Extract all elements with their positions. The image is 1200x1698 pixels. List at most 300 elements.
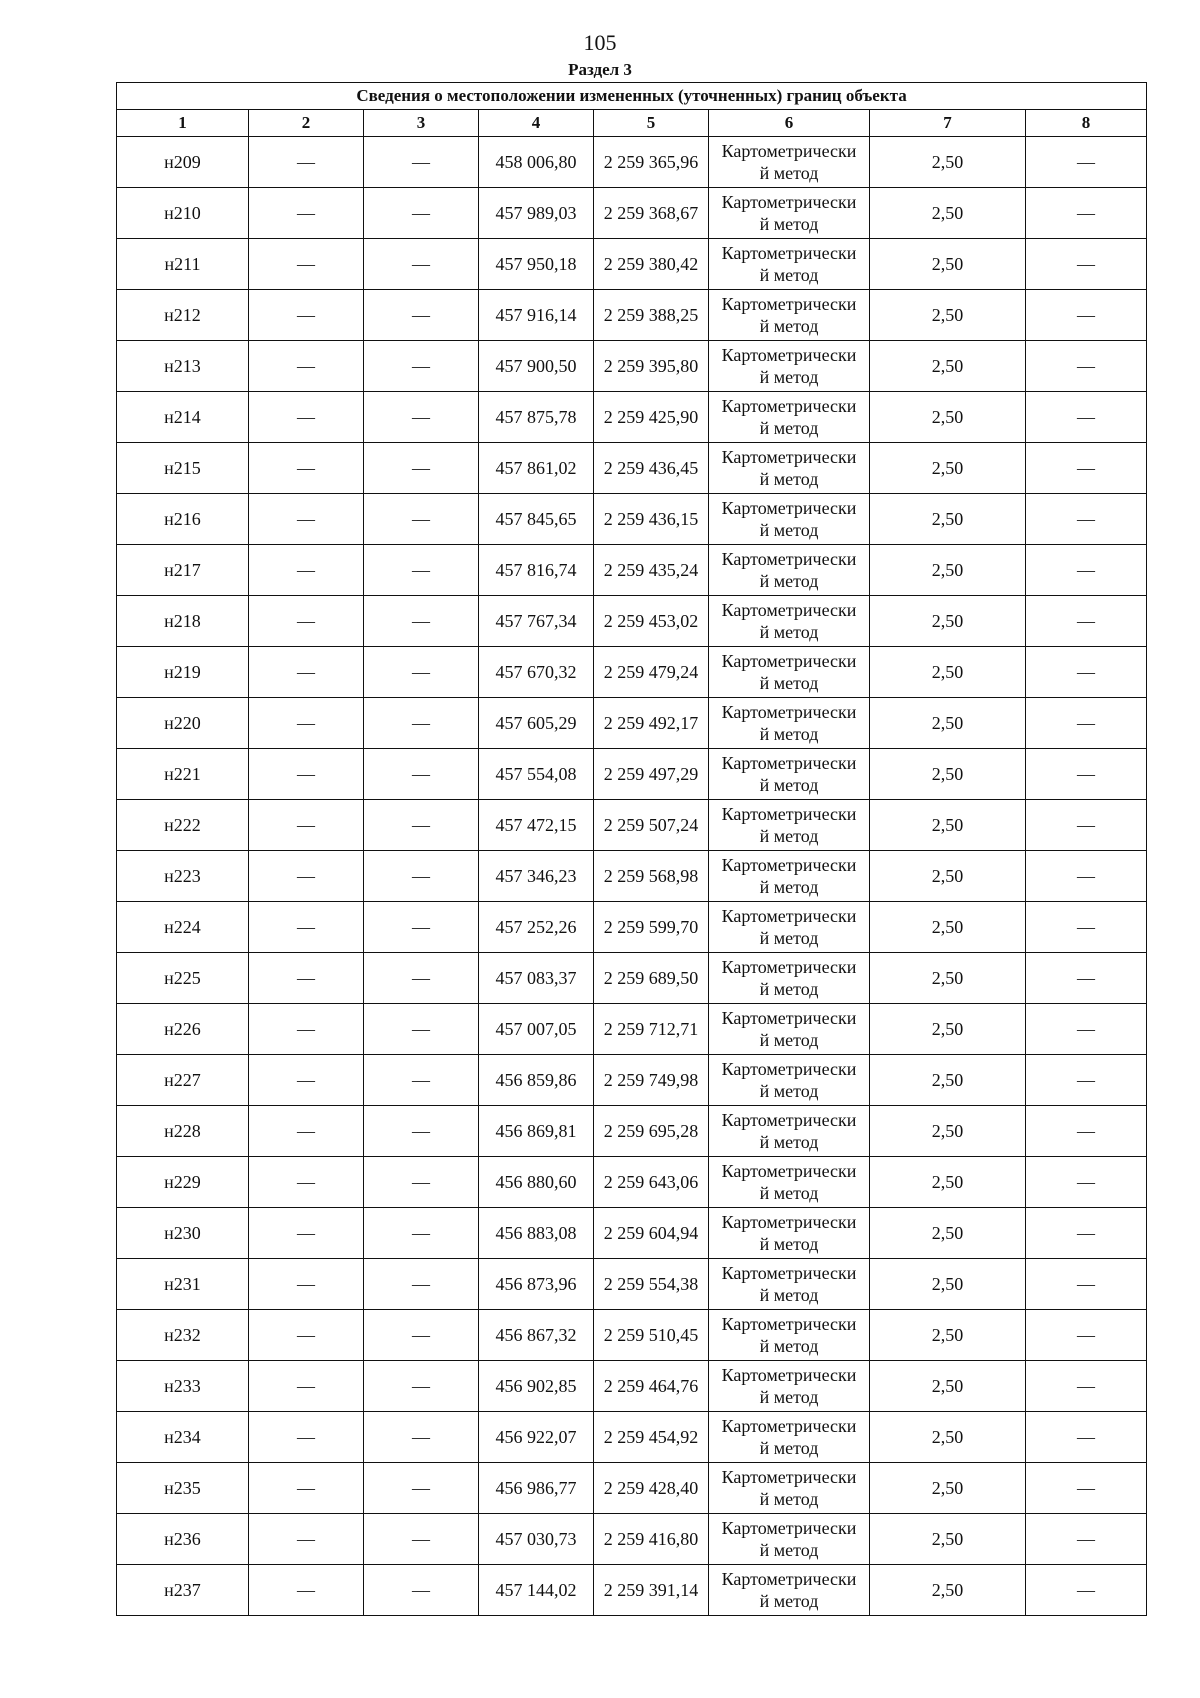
dash-cell: — bbox=[249, 1106, 364, 1157]
dash-cell: — bbox=[249, 800, 364, 851]
method-line-2: й метод bbox=[759, 520, 819, 540]
method-line-2: й метод bbox=[759, 1591, 819, 1611]
dash-cell: — bbox=[249, 1208, 364, 1259]
point-name-cell: н226 bbox=[117, 1004, 249, 1055]
y-coordinate-cell: 2 259 689,50 bbox=[594, 953, 709, 1004]
column-header: 4 bbox=[479, 110, 594, 137]
method-cell bbox=[709, 1361, 870, 1412]
point-name-cell: н228 bbox=[117, 1106, 249, 1157]
dash-cell: — bbox=[1026, 800, 1147, 851]
column-header: 3 bbox=[364, 110, 479, 137]
method-line-1: Картометрически bbox=[721, 549, 857, 569]
point-name-cell: н234 bbox=[117, 1412, 249, 1463]
dash-cell: — bbox=[249, 1565, 364, 1616]
dash-cell: — bbox=[1026, 1361, 1147, 1412]
method-line-1: Картометрически bbox=[721, 651, 857, 671]
method-cell bbox=[709, 596, 870, 647]
dash-cell: — bbox=[364, 647, 479, 698]
table-row bbox=[117, 749, 1147, 800]
method-cell bbox=[709, 1412, 870, 1463]
method-line-2: й метод bbox=[759, 979, 819, 999]
point-name-cell: н229 bbox=[117, 1157, 249, 1208]
x-coordinate-cell: 456 880,60 bbox=[479, 1157, 594, 1208]
dash-cell: — bbox=[249, 137, 364, 188]
table-row bbox=[117, 1157, 1147, 1208]
dash-cell: — bbox=[364, 545, 479, 596]
method-line-2: й метод bbox=[759, 826, 819, 846]
dash-cell: — bbox=[364, 1004, 479, 1055]
column-header: 8 bbox=[1026, 110, 1147, 137]
x-coordinate-cell: 456 883,08 bbox=[479, 1208, 594, 1259]
dash-cell: — bbox=[1026, 1004, 1147, 1055]
accuracy-cell: 2,50 bbox=[870, 1463, 1026, 1514]
y-coordinate-cell: 2 259 492,17 bbox=[594, 698, 709, 749]
table-row bbox=[117, 1514, 1147, 1565]
point-name-cell: н212 bbox=[117, 290, 249, 341]
table-row bbox=[117, 290, 1147, 341]
method-line-1: Картометрически bbox=[721, 753, 857, 773]
method-cell bbox=[709, 902, 870, 953]
accuracy-cell: 2,50 bbox=[870, 239, 1026, 290]
dash-cell: — bbox=[249, 1259, 364, 1310]
dash-cell: — bbox=[1026, 1463, 1147, 1514]
point-name-cell: н236 bbox=[117, 1514, 249, 1565]
method-line-1: Картометрически bbox=[721, 192, 857, 212]
dash-cell: — bbox=[1026, 545, 1147, 596]
dash-cell: — bbox=[364, 443, 479, 494]
dash-cell: — bbox=[364, 800, 479, 851]
point-name-cell: н231 bbox=[117, 1259, 249, 1310]
method-line-1: Картометрически bbox=[721, 243, 857, 263]
point-name-cell: н218 bbox=[117, 596, 249, 647]
accuracy-cell: 2,50 bbox=[870, 341, 1026, 392]
method-line-1: Картометрически bbox=[721, 1008, 857, 1028]
table-row bbox=[117, 1361, 1147, 1412]
table-row bbox=[117, 1412, 1147, 1463]
accuracy-cell: 2,50 bbox=[870, 647, 1026, 698]
accuracy-cell: 2,50 bbox=[870, 392, 1026, 443]
accuracy-cell: 2,50 bbox=[870, 443, 1026, 494]
method-line-2: й метод bbox=[759, 1387, 819, 1407]
method-line-2: й метод bbox=[759, 367, 819, 387]
dash-cell: — bbox=[364, 1361, 479, 1412]
method-cell bbox=[709, 698, 870, 749]
dash-cell: — bbox=[364, 494, 479, 545]
dash-cell: — bbox=[364, 953, 479, 1004]
table-body bbox=[117, 137, 1147, 1616]
y-coordinate-cell: 2 259 695,28 bbox=[594, 1106, 709, 1157]
table-row bbox=[117, 902, 1147, 953]
dash-cell: — bbox=[1026, 1310, 1147, 1361]
method-cell bbox=[709, 800, 870, 851]
x-coordinate-cell: 457 670,32 bbox=[479, 647, 594, 698]
dash-cell: — bbox=[364, 1157, 479, 1208]
dash-cell: — bbox=[364, 290, 479, 341]
table-row bbox=[117, 1565, 1147, 1616]
method-cell bbox=[709, 851, 870, 902]
accuracy-cell: 2,50 bbox=[870, 1106, 1026, 1157]
y-coordinate-cell: 2 259 380,42 bbox=[594, 239, 709, 290]
y-coordinate-cell: 2 259 643,06 bbox=[594, 1157, 709, 1208]
y-coordinate-cell: 2 259 497,29 bbox=[594, 749, 709, 800]
dash-cell: — bbox=[364, 698, 479, 749]
y-coordinate-cell: 2 259 436,15 bbox=[594, 494, 709, 545]
y-coordinate-cell: 2 259 435,24 bbox=[594, 545, 709, 596]
accuracy-cell: 2,50 bbox=[870, 545, 1026, 596]
method-line-2: й метод bbox=[759, 1234, 819, 1254]
method-line-2: й метод bbox=[759, 622, 819, 642]
x-coordinate-cell: 457 916,14 bbox=[479, 290, 594, 341]
x-coordinate-cell: 458 006,80 bbox=[479, 137, 594, 188]
x-coordinate-cell: 457 900,50 bbox=[479, 341, 594, 392]
method-line-2: й метод bbox=[759, 163, 819, 183]
dash-cell: — bbox=[249, 443, 364, 494]
table-row bbox=[117, 1055, 1147, 1106]
method-cell bbox=[709, 137, 870, 188]
method-cell bbox=[709, 1106, 870, 1157]
dash-cell: — bbox=[249, 1310, 364, 1361]
method-cell bbox=[709, 1463, 870, 1514]
method-line-2: й метод bbox=[759, 877, 819, 897]
column-header: 5 bbox=[594, 110, 709, 137]
method-cell bbox=[709, 1259, 870, 1310]
method-line-2: й метод bbox=[759, 673, 819, 693]
column-header: 7 bbox=[870, 110, 1026, 137]
accuracy-cell: 2,50 bbox=[870, 1208, 1026, 1259]
method-cell bbox=[709, 1055, 870, 1106]
method-cell bbox=[709, 392, 870, 443]
x-coordinate-cell: 456 869,81 bbox=[479, 1106, 594, 1157]
y-coordinate-cell: 2 259 568,98 bbox=[594, 851, 709, 902]
point-name-cell: н213 bbox=[117, 341, 249, 392]
accuracy-cell: 2,50 bbox=[870, 137, 1026, 188]
x-coordinate-cell: 457 767,34 bbox=[479, 596, 594, 647]
method-line-1: Картометрически bbox=[721, 1314, 857, 1334]
method-line-2: й метод bbox=[759, 1336, 819, 1356]
table-row bbox=[117, 1310, 1147, 1361]
x-coordinate-cell: 456 986,77 bbox=[479, 1463, 594, 1514]
y-coordinate-cell: 2 259 365,96 bbox=[594, 137, 709, 188]
dash-cell: — bbox=[249, 1004, 364, 1055]
method-line-1: Картометрически bbox=[721, 600, 857, 620]
x-coordinate-cell: 457 605,29 bbox=[479, 698, 594, 749]
dash-cell: — bbox=[364, 1310, 479, 1361]
accuracy-cell: 2,50 bbox=[870, 1361, 1026, 1412]
dash-cell: — bbox=[364, 341, 479, 392]
x-coordinate-cell: 456 873,96 bbox=[479, 1259, 594, 1310]
dash-cell: — bbox=[1026, 1157, 1147, 1208]
dash-cell: — bbox=[249, 1157, 364, 1208]
point-name-cell: н230 bbox=[117, 1208, 249, 1259]
method-cell bbox=[709, 1514, 870, 1565]
x-coordinate-cell: 457 083,37 bbox=[479, 953, 594, 1004]
method-line-1: Картометрически bbox=[721, 957, 857, 977]
dash-cell: — bbox=[1026, 1208, 1147, 1259]
column-numbers-row bbox=[117, 110, 1147, 137]
method-line-2: й метод bbox=[759, 1183, 819, 1203]
y-coordinate-cell: 2 259 604,94 bbox=[594, 1208, 709, 1259]
x-coordinate-cell: 457 875,78 bbox=[479, 392, 594, 443]
point-name-cell: н215 bbox=[117, 443, 249, 494]
table-row bbox=[117, 1208, 1147, 1259]
y-coordinate-cell: 2 259 454,92 bbox=[594, 1412, 709, 1463]
dash-cell: — bbox=[1026, 239, 1147, 290]
method-line-1: Картометрически bbox=[721, 447, 857, 467]
table-row bbox=[117, 341, 1147, 392]
point-name-cell: н222 bbox=[117, 800, 249, 851]
accuracy-cell: 2,50 bbox=[870, 1310, 1026, 1361]
accuracy-cell: 2,50 bbox=[870, 188, 1026, 239]
dash-cell: — bbox=[1026, 137, 1147, 188]
method-line-2: й метод bbox=[759, 1540, 819, 1560]
page-number: 105 bbox=[583, 30, 617, 55]
point-name-cell: н221 bbox=[117, 749, 249, 800]
x-coordinate-cell: 457 861,02 bbox=[479, 443, 594, 494]
method-line-2: й метод bbox=[759, 469, 819, 489]
dash-cell: — bbox=[364, 239, 479, 290]
method-line-2: й метод bbox=[759, 1438, 819, 1458]
point-name-cell: н214 bbox=[117, 392, 249, 443]
table-row bbox=[117, 1463, 1147, 1514]
dash-cell: — bbox=[364, 902, 479, 953]
x-coordinate-cell: 456 902,85 bbox=[479, 1361, 594, 1412]
method-cell bbox=[709, 1208, 870, 1259]
y-coordinate-cell: 2 259 453,02 bbox=[594, 596, 709, 647]
method-cell bbox=[709, 494, 870, 545]
point-name-cell: н223 bbox=[117, 851, 249, 902]
dash-cell: — bbox=[1026, 902, 1147, 953]
dash-cell: — bbox=[364, 1514, 479, 1565]
dash-cell: — bbox=[249, 188, 364, 239]
accuracy-cell: 2,50 bbox=[870, 902, 1026, 953]
table-row bbox=[117, 596, 1147, 647]
table-row bbox=[117, 494, 1147, 545]
dash-cell: — bbox=[249, 494, 364, 545]
table-row bbox=[117, 800, 1147, 851]
dash-cell: — bbox=[364, 1055, 479, 1106]
dash-cell: — bbox=[1026, 188, 1147, 239]
method-line-2: й метод bbox=[759, 418, 819, 438]
y-coordinate-cell: 2 259 416,80 bbox=[594, 1514, 709, 1565]
method-cell bbox=[709, 290, 870, 341]
point-name-cell: н227 bbox=[117, 1055, 249, 1106]
dash-cell: — bbox=[249, 290, 364, 341]
table-row bbox=[117, 545, 1147, 596]
method-cell bbox=[709, 1310, 870, 1361]
dash-cell: — bbox=[249, 239, 364, 290]
dash-cell: — bbox=[249, 647, 364, 698]
column-header: 6 bbox=[709, 110, 870, 137]
dash-cell: — bbox=[364, 1412, 479, 1463]
method-cell bbox=[709, 953, 870, 1004]
accuracy-cell: 2,50 bbox=[870, 1565, 1026, 1616]
x-coordinate-cell: 456 859,86 bbox=[479, 1055, 594, 1106]
dash-cell: — bbox=[1026, 698, 1147, 749]
x-coordinate-cell: 457 007,05 bbox=[479, 1004, 594, 1055]
y-coordinate-cell: 2 259 479,24 bbox=[594, 647, 709, 698]
method-line-1: Картометрически bbox=[721, 702, 857, 722]
y-coordinate-cell: 2 259 436,45 bbox=[594, 443, 709, 494]
x-coordinate-cell: 457 845,65 bbox=[479, 494, 594, 545]
y-coordinate-cell: 2 259 395,80 bbox=[594, 341, 709, 392]
y-coordinate-cell: 2 259 368,67 bbox=[594, 188, 709, 239]
table-row bbox=[117, 698, 1147, 749]
accuracy-cell: 2,50 bbox=[870, 1004, 1026, 1055]
method-cell bbox=[709, 239, 870, 290]
dash-cell: — bbox=[1026, 1412, 1147, 1463]
point-name-cell: н211 bbox=[117, 239, 249, 290]
method-line-1: Картометрически bbox=[721, 1467, 857, 1487]
table-row bbox=[117, 443, 1147, 494]
x-coordinate-cell: 457 346,23 bbox=[479, 851, 594, 902]
dash-cell: — bbox=[249, 749, 364, 800]
method-line-2: й метод bbox=[759, 1030, 819, 1050]
y-coordinate-cell: 2 259 428,40 bbox=[594, 1463, 709, 1514]
dash-cell: — bbox=[364, 851, 479, 902]
point-name-cell: н233 bbox=[117, 1361, 249, 1412]
dash-cell: — bbox=[249, 1055, 364, 1106]
method-cell bbox=[709, 1004, 870, 1055]
dash-cell: — bbox=[364, 749, 479, 800]
accuracy-cell: 2,50 bbox=[870, 1412, 1026, 1463]
dash-cell: — bbox=[1026, 1514, 1147, 1565]
point-name-cell: н220 bbox=[117, 698, 249, 749]
accuracy-cell: 2,50 bbox=[870, 596, 1026, 647]
dash-cell: — bbox=[249, 953, 364, 1004]
point-name-cell: н237 bbox=[117, 1565, 249, 1616]
method-line-1: Картометрически bbox=[721, 294, 857, 314]
dash-cell: — bbox=[249, 1412, 364, 1463]
method-cell bbox=[709, 341, 870, 392]
table-row bbox=[117, 851, 1147, 902]
accuracy-cell: 2,50 bbox=[870, 494, 1026, 545]
dash-cell: — bbox=[1026, 341, 1147, 392]
dash-cell: — bbox=[1026, 392, 1147, 443]
coordinates-table bbox=[116, 82, 1147, 1616]
dash-cell: — bbox=[364, 1259, 479, 1310]
table-caption: Сведения о местоположении измененных (уточненных) границ объекта bbox=[117, 83, 1147, 110]
dash-cell: — bbox=[1026, 851, 1147, 902]
method-cell bbox=[709, 647, 870, 698]
table-row bbox=[117, 1004, 1147, 1055]
dash-cell: — bbox=[249, 1514, 364, 1565]
x-coordinate-cell: 457 816,74 bbox=[479, 545, 594, 596]
method-cell bbox=[709, 188, 870, 239]
point-name-cell: н210 bbox=[117, 188, 249, 239]
dash-cell: — bbox=[364, 188, 479, 239]
y-coordinate-cell: 2 259 507,24 bbox=[594, 800, 709, 851]
dash-cell: — bbox=[1026, 494, 1147, 545]
table-row bbox=[117, 1106, 1147, 1157]
dash-cell: — bbox=[1026, 1565, 1147, 1616]
dash-cell: — bbox=[364, 1106, 479, 1157]
method-line-1: Картометрически bbox=[721, 345, 857, 365]
point-name-cell: н217 bbox=[117, 545, 249, 596]
dash-cell: — bbox=[249, 902, 364, 953]
method-line-1: Картометрически bbox=[721, 1416, 857, 1436]
dash-cell: — bbox=[249, 596, 364, 647]
method-line-1: Картометрически bbox=[721, 141, 857, 161]
y-coordinate-cell: 2 259 749,98 bbox=[594, 1055, 709, 1106]
table-row bbox=[117, 188, 1147, 239]
y-coordinate-cell: 2 259 510,45 bbox=[594, 1310, 709, 1361]
method-line-2: й метод bbox=[759, 265, 819, 285]
accuracy-cell: 2,50 bbox=[870, 1055, 1026, 1106]
column-header: 2 bbox=[249, 110, 364, 137]
x-coordinate-cell: 457 252,26 bbox=[479, 902, 594, 953]
accuracy-cell: 2,50 bbox=[870, 800, 1026, 851]
method-line-2: й метод bbox=[759, 1285, 819, 1305]
dash-cell: — bbox=[364, 596, 479, 647]
method-line-1: Картометрически bbox=[721, 1110, 857, 1130]
point-name-cell: н209 bbox=[117, 137, 249, 188]
method-cell bbox=[709, 749, 870, 800]
method-line-1: Картометрически bbox=[721, 498, 857, 518]
dash-cell: — bbox=[364, 1463, 479, 1514]
method-line-2: й метод bbox=[759, 1489, 819, 1509]
method-line-1: Картометрически bbox=[721, 1161, 857, 1181]
accuracy-cell: 2,50 bbox=[870, 851, 1026, 902]
y-coordinate-cell: 2 259 554,38 bbox=[594, 1259, 709, 1310]
method-line-1: Картометрически bbox=[721, 1059, 857, 1079]
x-coordinate-cell: 457 472,15 bbox=[479, 800, 594, 851]
method-line-1: Картометрически bbox=[721, 1569, 857, 1589]
point-name-cell: н225 bbox=[117, 953, 249, 1004]
method-line-1: Картометрически bbox=[721, 906, 857, 926]
method-line-2: й метод bbox=[759, 316, 819, 336]
dash-cell: — bbox=[364, 392, 479, 443]
accuracy-cell: 2,50 bbox=[870, 1259, 1026, 1310]
dash-cell: — bbox=[249, 392, 364, 443]
y-coordinate-cell: 2 259 464,76 bbox=[594, 1361, 709, 1412]
x-coordinate-cell: 457 554,08 bbox=[479, 749, 594, 800]
table-row bbox=[117, 392, 1147, 443]
point-name-cell: н235 bbox=[117, 1463, 249, 1514]
dash-cell: — bbox=[249, 545, 364, 596]
y-coordinate-cell: 2 259 425,90 bbox=[594, 392, 709, 443]
point-name-cell: н232 bbox=[117, 1310, 249, 1361]
method-line-2: й метод bbox=[759, 214, 819, 234]
dash-cell: — bbox=[364, 1208, 479, 1259]
x-coordinate-cell: 456 867,32 bbox=[479, 1310, 594, 1361]
dash-cell: — bbox=[1026, 443, 1147, 494]
dash-cell: — bbox=[249, 851, 364, 902]
method-line-2: й метод bbox=[759, 1132, 819, 1152]
dash-cell: — bbox=[1026, 596, 1147, 647]
y-coordinate-cell: 2 259 388,25 bbox=[594, 290, 709, 341]
table-row bbox=[117, 239, 1147, 290]
method-line-1: Картометрически bbox=[721, 1518, 857, 1538]
dash-cell: — bbox=[249, 1361, 364, 1412]
method-cell bbox=[709, 1157, 870, 1208]
dash-cell: — bbox=[249, 698, 364, 749]
method-line-2: й метод bbox=[759, 775, 819, 795]
table-row bbox=[117, 647, 1147, 698]
y-coordinate-cell: 2 259 599,70 bbox=[594, 902, 709, 953]
method-cell bbox=[709, 545, 870, 596]
point-name-cell: н224 bbox=[117, 902, 249, 953]
accuracy-cell: 2,50 bbox=[870, 953, 1026, 1004]
dash-cell: — bbox=[249, 341, 364, 392]
method-line-1: Картометрически bbox=[721, 855, 857, 875]
point-name-cell: н219 bbox=[117, 647, 249, 698]
method-line-2: й метод bbox=[759, 724, 819, 744]
accuracy-cell: 2,50 bbox=[870, 1157, 1026, 1208]
method-line-1: Картометрически bbox=[721, 804, 857, 824]
dash-cell: — bbox=[364, 137, 479, 188]
x-coordinate-cell: 457 950,18 bbox=[479, 239, 594, 290]
dash-cell: — bbox=[1026, 953, 1147, 1004]
